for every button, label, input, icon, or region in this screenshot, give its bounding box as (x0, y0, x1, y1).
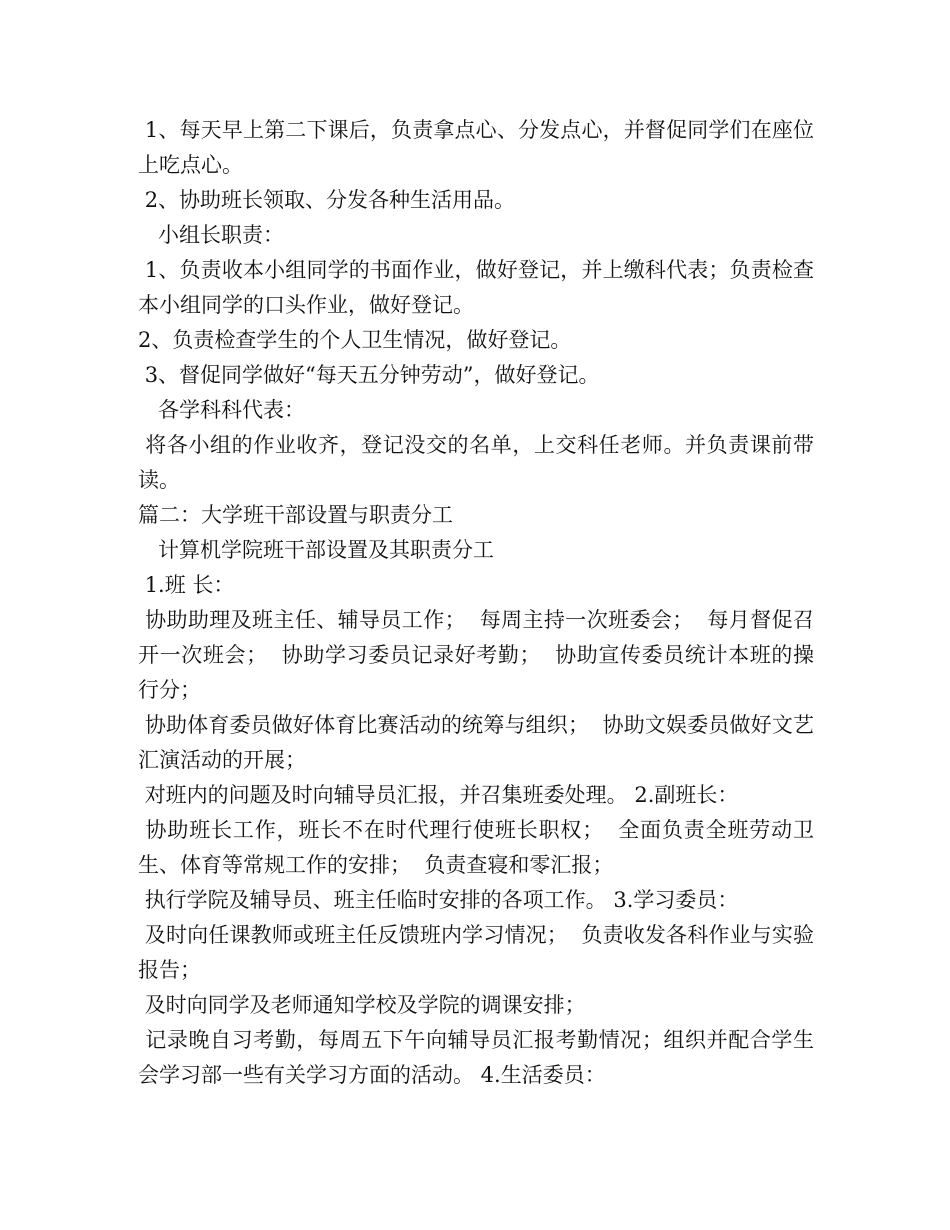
paragraph-labor-duty: 3、督促同学做好“每天五分钟劳动”，做好登记。 (138, 363, 600, 387)
paragraph-snack-duty: 1、每天早上第二下课后，负责拿点心、分发点心，并督促同学们在座位上吃点心。 (138, 118, 815, 177)
paragraph-vice-monitor-duty-2: 执行学院及辅导员、班主任临时安排的各项工作。 3.学习委员： (138, 888, 739, 912)
heading-subject-representatives: 各学科科代表： (138, 398, 306, 422)
heading-group-leader-duties: 小组长职责： (138, 223, 285, 247)
paragraph-subject-rep-duty: 将各小组的作业收齐，登记没交的名单，上交科任老师。并负责课前带读。 (138, 433, 815, 492)
subtitle-cs-college: 计算机学院班干部设置及其职责分工 (138, 538, 495, 562)
paragraph-study-committee-duty-1: 及时向任课教师或班主任反馈班内学习情况； 负责收发各科作业与实验报告； (138, 923, 814, 982)
document-page (138, 113, 814, 1093)
paragraph-monitor-duty-3: 对班内的问题及时向辅导员汇报，并召集班委处理。 2.副班长： (138, 783, 739, 807)
paragraph-study-committee-duty-2: 及时向同学及老师通知学校及学院的调课安排； (138, 993, 586, 1017)
paragraph-monitor-duty-1: 协助助理及班主任、辅导员工作； 每周主持一次班委会； 每月督促召开一次班会； 协助学习委员记录好考勤； 协助宣传委员统计本班的操行分； (138, 608, 814, 702)
paragraph-study-committee-duty-3: 记录晚自习考勤，每周五下午向辅导员汇报考勤情况；组织并配合学生会学习部一些有关学习方面的活动。 4.生活委员： (138, 1028, 815, 1087)
paragraph-group-homework: 1、负责收本小组同学的书面作业，做好登记，并上缴科代表；负责检查本小组同学的口头作业，做好登记。 (138, 258, 815, 317)
paragraph-supplies-duty: 2、协助班长领取、分发各种生活用品。 (138, 188, 516, 212)
paragraph-hygiene-check: 2、负责检查学生的个人卫生情况，做好登记。 (138, 328, 572, 352)
paragraph-monitor-duty-2: 协助体育委员做好体育比赛活动的统筹与组织； 协助文娱委员做好文艺汇演活动的开展； (138, 713, 814, 772)
heading-class-monitor: 1.班 长： (138, 573, 235, 597)
paragraph-vice-monitor-duty-1: 协助班长工作，班长不在时代理行使班长职权； 全面负责全班劳动卫生、体育等常规工作的安排； 负责查寝和零汇报； (138, 818, 814, 877)
section-title-part-two: 篇二：大学班干部设置与职责分工 (138, 503, 453, 527)
